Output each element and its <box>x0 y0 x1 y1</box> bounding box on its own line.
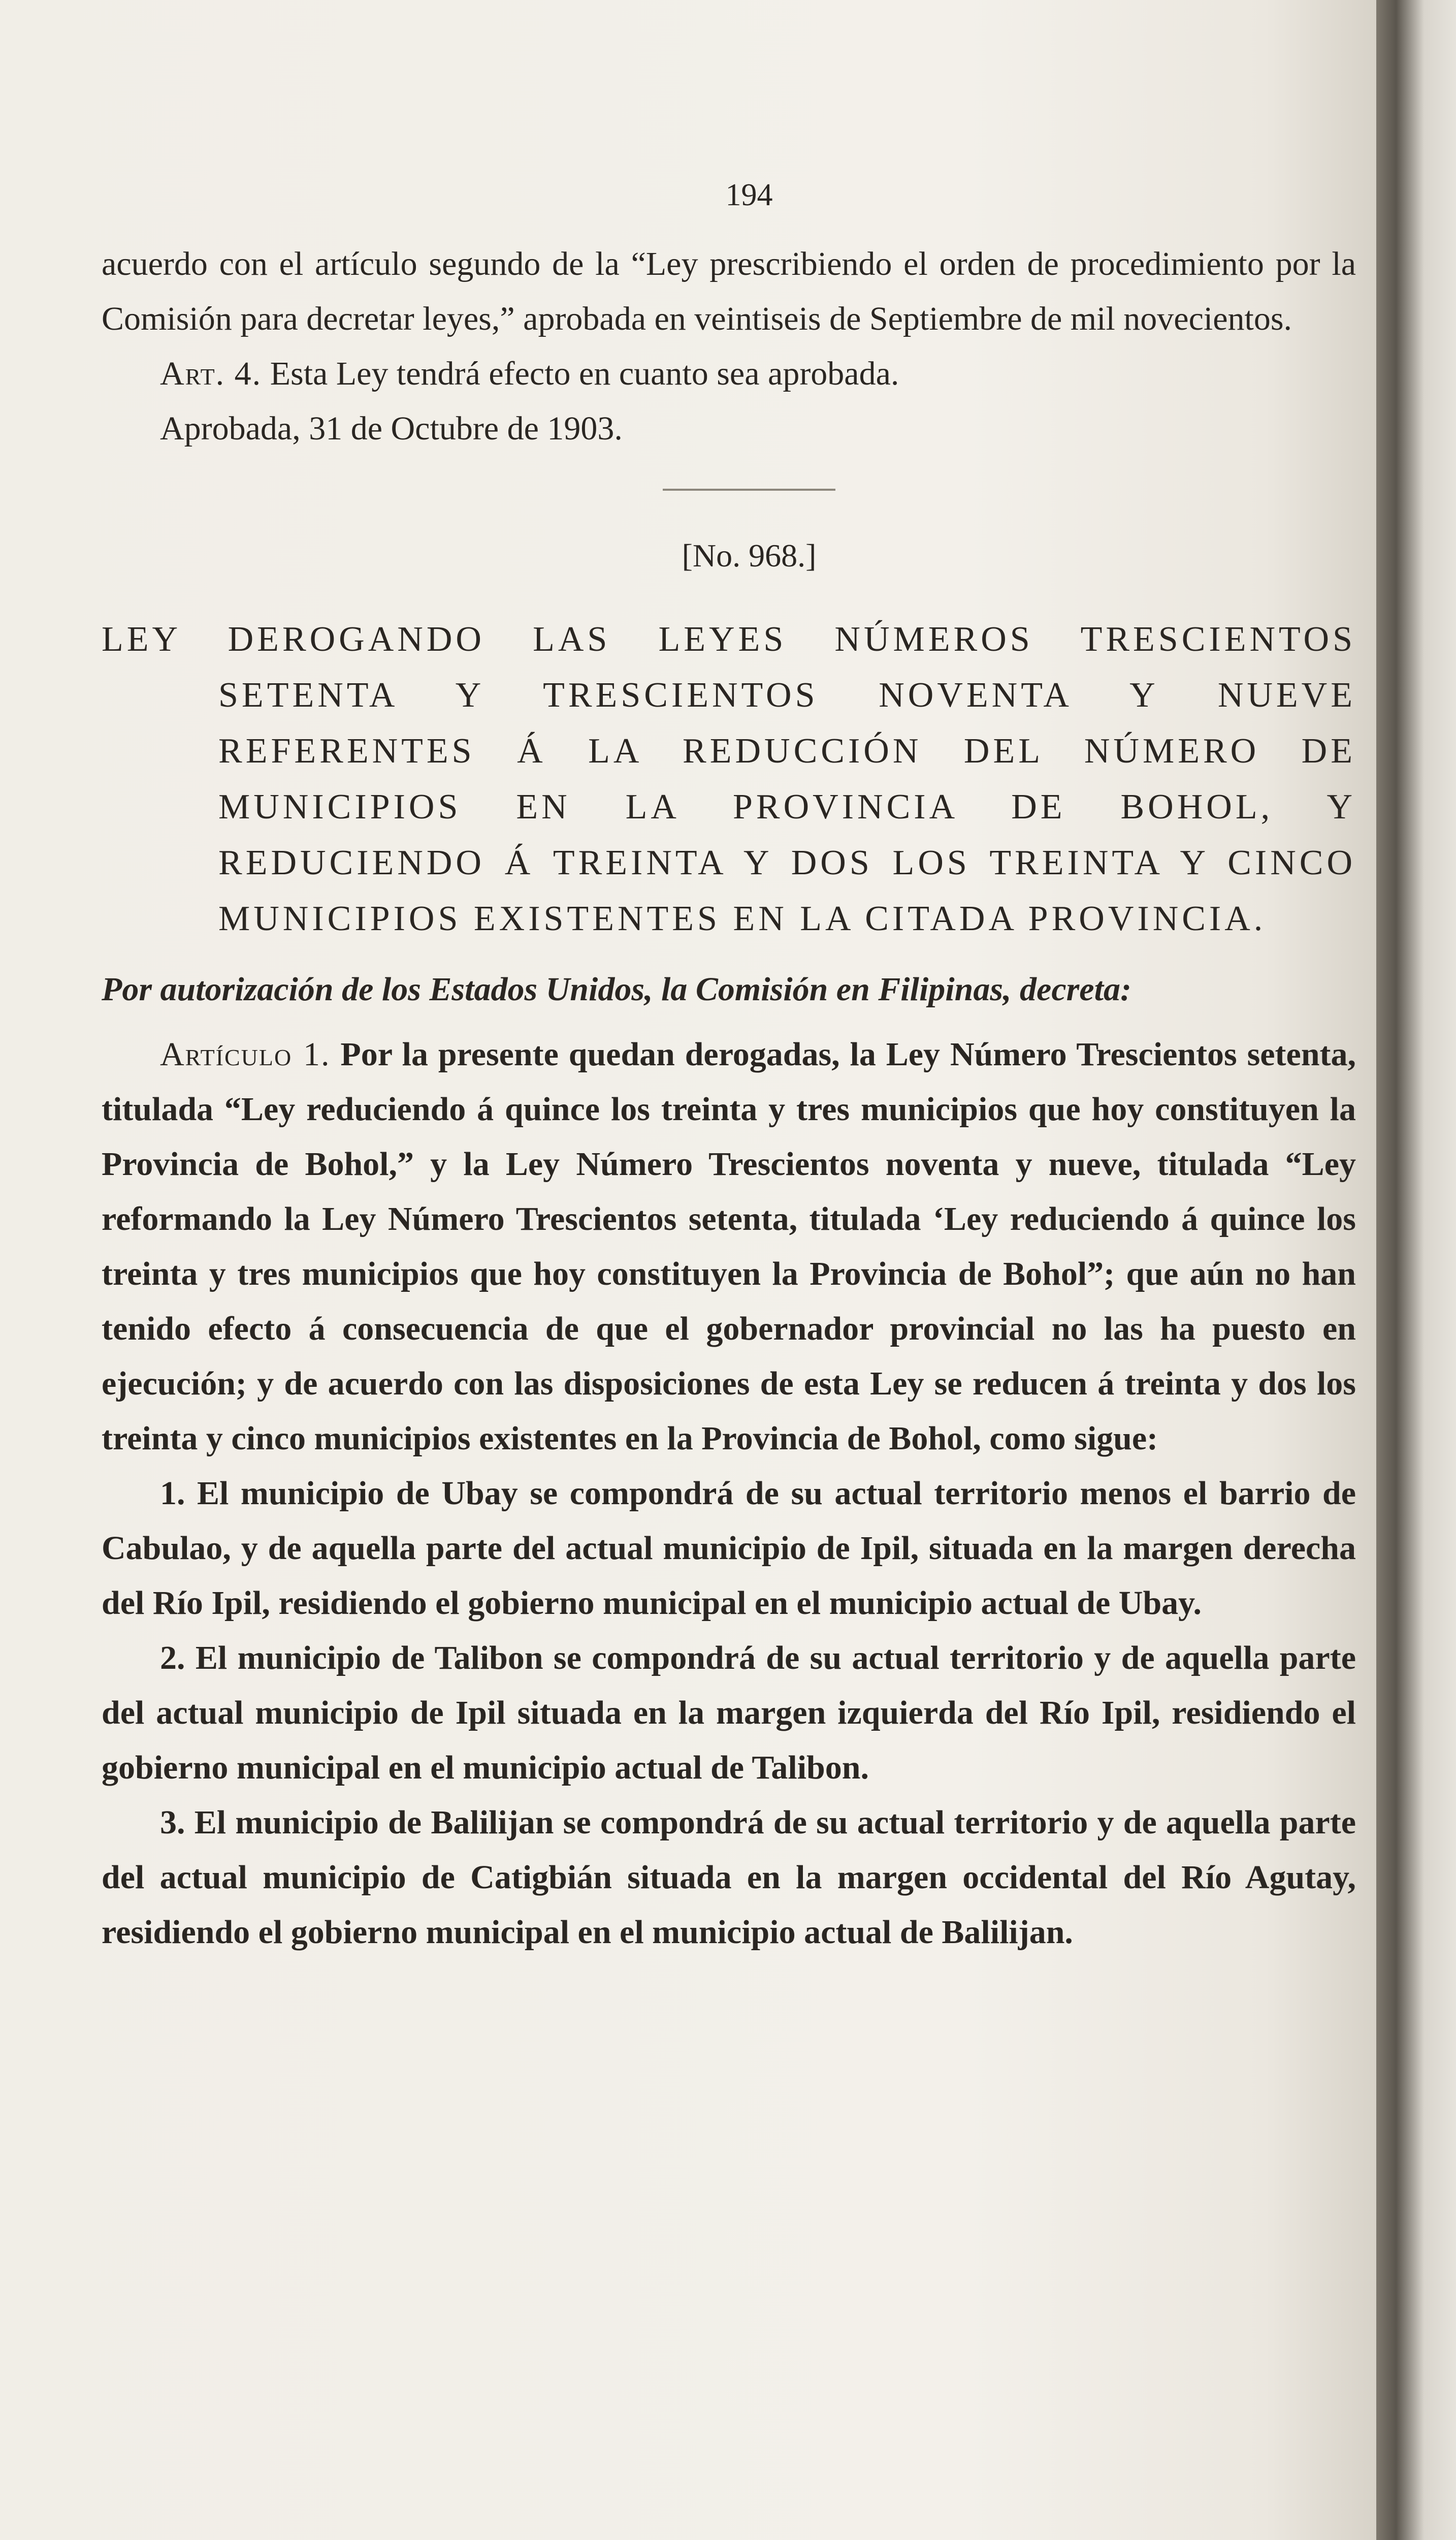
approval-date: Aprobada, 31 de Octubre de 1903. <box>160 410 623 447</box>
article-4 <box>102 346 1356 401</box>
article-1-label: Artículo 1. <box>160 1036 331 1073</box>
enacting-clause: Por autorización de los Estados Unidos, la Comisión en Filipinas, decreta: <box>102 971 1131 1008</box>
continuation-paragraph: acuerdo con el artículo segundo de la “Ley prescribiendo el orden de procedimiento por la Comisión para decretar leyes,” aprobada en veintiseis de Septiembre de mil novecientos. <box>102 245 1356 337</box>
article-4-label: Art. 4. <box>160 355 262 392</box>
page-number: 194 <box>725 178 773 212</box>
law-title: LEY DEROGANDO LAS LEYES NÚMEROS TRESCIENTOS SETENTA Y TRESCIENTOS NOVENTA Y NUEVE REFERENTES Á LA REDUCCIÓN DEL NÚMERO DE MUNICIPIOS EN LA PROVINCIA DE BOHOL, Y REDUCIENDO Á TREINTA Y DOS LOS TREINTA Y CINCO MUNICIPIOS EXISTENTES EN LA CITADA PROVINCIA. <box>102 620 1356 938</box>
law-number: [No. 968.] <box>682 537 817 574</box>
municipality-item-1: 1. El municipio de Ubay se compondrá de su actual territorio menos el barrio de Cabulao, y de aquella parte del actual municipio de Ipil, situada en la margen derecha del Río Ipil, residiendo el gobierno municipal en el municipio actual de Ubay. <box>102 1475 1356 1622</box>
article-1 <box>102 1027 1356 1466</box>
municipality-item-2: 2. El municipio de Talibon se compondrá de su actual territorio y de aquella parte del actual municipio de Ipil situada en la margen izquierda del Río Ipil, residiendo el gobierno municipal en el municipio actual de Talibon. <box>102 1639 1356 1786</box>
section-divider <box>663 489 835 491</box>
article-1-text: Por la presente quedan derogadas, la Ley Número Trescientos setenta, titulada “Ley reduciendo á quince los treinta y tres municipios que hoy constituyen la Provincia de Bohol,” y la Ley Número Trescientos noventa y nueve, titulada “Ley reformando la Ley Número Trescientos setenta, titulada ‘Ley reduciendo á quince los treinta y tres municipios que hoy constituyen la Provincia de Bohol”; que aún no han tenido efecto á consecuencia de que el gobernador provincial no las ha puesto en ejecución; y de acuerdo con las disposiciones de esta Ley se reducen á treinta y dos los treinta y cinco municipios existentes en la Provincia de Bohol, como sigue: <box>102 1036 1356 1457</box>
municipality-item-3: 3. El municipio de Balilijan se compondrá de su actual territorio y de aquella parte del actual municipio de Catigbián situada en la margen occidental del Río Agutay, residiendo el gobierno municipal en el municipio actual de Balilijan. <box>102 1804 1356 1951</box>
article-4-text: Esta Ley tendrá efecto en cuanto sea aprobada. <box>270 355 899 392</box>
page-content <box>102 168 1356 1960</box>
page-binding-edge <box>1376 0 1456 2540</box>
